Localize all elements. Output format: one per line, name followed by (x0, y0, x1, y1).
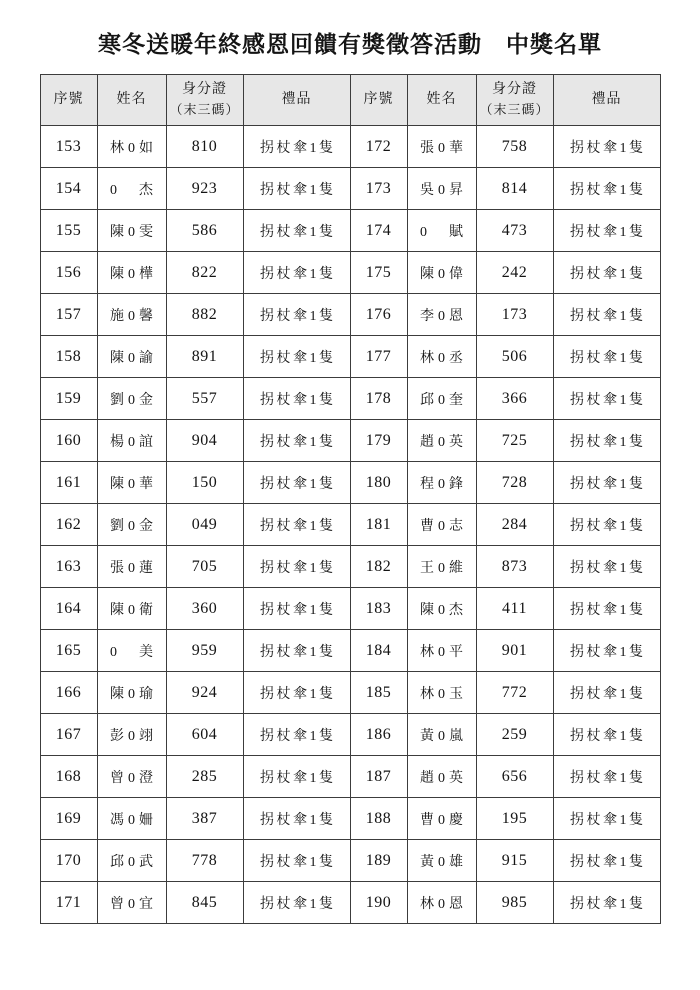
header-seq-right: 序號 (350, 75, 407, 126)
cell-seq: 156 (40, 252, 97, 294)
cell-name: 程0鋒 (407, 462, 476, 504)
cell-gift: 拐杖傘1隻 (243, 210, 350, 252)
table-row (40, 714, 660, 756)
cell-name: 張0蓮 (97, 546, 166, 588)
cell-seq: 185 (350, 672, 407, 714)
cell-seq: 163 (40, 546, 97, 588)
cell-gift: 拐杖傘1隻 (553, 588, 660, 630)
cell-gift: 拐杖傘1隻 (553, 420, 660, 462)
cell-id: 923 (166, 168, 243, 210)
cell-id: 284 (476, 504, 553, 546)
header-id-left-line2: （末三碼） (169, 101, 240, 117)
table-row (40, 756, 660, 798)
cell-id: 822 (166, 252, 243, 294)
cell-gift: 拐杖傘1隻 (553, 168, 660, 210)
cell-seq: 170 (40, 840, 97, 882)
cell-id: 901 (476, 630, 553, 672)
header-name-left: 姓名 (97, 75, 166, 126)
cell-seq: 153 (40, 126, 97, 168)
cell-name: 劉0金 (97, 504, 166, 546)
cell-id: 285 (166, 756, 243, 798)
cell-name: 0 杰 (97, 168, 166, 210)
table-row (40, 378, 660, 420)
cell-seq: 165 (40, 630, 97, 672)
cell-id: 150 (166, 462, 243, 504)
cell-seq: 155 (40, 210, 97, 252)
cell-id: 411 (476, 588, 553, 630)
cell-seq: 184 (350, 630, 407, 672)
cell-name: 曹0志 (407, 504, 476, 546)
cell-gift: 拐杖傘1隻 (243, 462, 350, 504)
cell-id: 366 (476, 378, 553, 420)
cell-seq: 179 (350, 420, 407, 462)
table-row (40, 420, 660, 462)
cell-id: 360 (166, 588, 243, 630)
cell-seq: 175 (350, 252, 407, 294)
cell-name: 陳0雯 (97, 210, 166, 252)
cell-id: 705 (166, 546, 243, 588)
cell-seq: 171 (40, 882, 97, 924)
table-row (40, 882, 660, 924)
cell-id: 810 (166, 126, 243, 168)
cell-id: 049 (166, 504, 243, 546)
cell-seq: 172 (350, 126, 407, 168)
cell-gift: 拐杖傘1隻 (243, 630, 350, 672)
cell-name: 王0維 (407, 546, 476, 588)
cell-id: 758 (476, 126, 553, 168)
cell-gift: 拐杖傘1隻 (243, 546, 350, 588)
cell-name: 馮0姍 (97, 798, 166, 840)
cell-gift: 拐杖傘1隻 (243, 294, 350, 336)
cell-gift: 拐杖傘1隻 (553, 630, 660, 672)
cell-name: 陳0瑜 (97, 672, 166, 714)
cell-gift: 拐杖傘1隻 (553, 252, 660, 294)
cell-name: 陳0華 (97, 462, 166, 504)
cell-name: 曾0澄 (97, 756, 166, 798)
cell-seq: 180 (350, 462, 407, 504)
cell-id: 473 (476, 210, 553, 252)
cell-name: 林0恩 (407, 882, 476, 924)
header-name-right: 姓名 (407, 75, 476, 126)
cell-seq: 159 (40, 378, 97, 420)
cell-gift: 拐杖傘1隻 (553, 714, 660, 756)
cell-id: 873 (476, 546, 553, 588)
table-row (40, 504, 660, 546)
cell-name: 趙0英 (407, 756, 476, 798)
cell-name: 張0華 (407, 126, 476, 168)
cell-gift: 拐杖傘1隻 (553, 462, 660, 504)
cell-seq: 182 (350, 546, 407, 588)
cell-seq: 157 (40, 294, 97, 336)
cell-id: 924 (166, 672, 243, 714)
cell-seq: 164 (40, 588, 97, 630)
cell-name: 邱0武 (97, 840, 166, 882)
cell-seq: 161 (40, 462, 97, 504)
table-row (40, 630, 660, 672)
cell-name: 林0平 (407, 630, 476, 672)
cell-name: 黃0嵐 (407, 714, 476, 756)
cell-gift: 拐杖傘1隻 (243, 336, 350, 378)
cell-gift: 拐杖傘1隻 (553, 840, 660, 882)
table-body (40, 126, 660, 924)
cell-seq: 188 (350, 798, 407, 840)
cell-seq: 189 (350, 840, 407, 882)
cell-name: 0 美 (97, 630, 166, 672)
cell-seq: 187 (350, 756, 407, 798)
cell-gift: 拐杖傘1隻 (553, 294, 660, 336)
cell-id: 904 (166, 420, 243, 462)
header-gift-left: 禮品 (243, 75, 350, 126)
table-row (40, 840, 660, 882)
cell-gift: 拐杖傘1隻 (553, 336, 660, 378)
cell-id: 882 (166, 294, 243, 336)
cell-seq: 178 (350, 378, 407, 420)
cell-name: 吳0昇 (407, 168, 476, 210)
table-row (40, 336, 660, 378)
winners-table (40, 74, 661, 924)
table-row (40, 126, 660, 168)
cell-id: 845 (166, 882, 243, 924)
header-id-right-line2: （末三碼） (479, 101, 550, 117)
cell-seq: 183 (350, 588, 407, 630)
cell-seq: 176 (350, 294, 407, 336)
cell-seq: 166 (40, 672, 97, 714)
cell-gift: 拐杖傘1隻 (553, 210, 660, 252)
cell-gift: 拐杖傘1隻 (243, 672, 350, 714)
cell-name: 彭0翊 (97, 714, 166, 756)
cell-gift: 拐杖傘1隻 (553, 798, 660, 840)
cell-seq: 190 (350, 882, 407, 924)
cell-name: 劉0金 (97, 378, 166, 420)
cell-seq: 158 (40, 336, 97, 378)
cell-gift: 拐杖傘1隻 (243, 126, 350, 168)
cell-id: 173 (476, 294, 553, 336)
cell-name: 林0如 (97, 126, 166, 168)
header-id-left-line1: 身分證 (182, 82, 227, 98)
header-gift-right: 禮品 (553, 75, 660, 126)
cell-name: 陳0樺 (97, 252, 166, 294)
table-row (40, 462, 660, 504)
cell-name: 李0恩 (407, 294, 476, 336)
table-row (40, 168, 660, 210)
cell-gift: 拐杖傘1隻 (243, 504, 350, 546)
header-id-right-line1: 身分證 (492, 82, 537, 98)
cell-name: 曾0宜 (97, 882, 166, 924)
cell-id: 557 (166, 378, 243, 420)
cell-name: 陳0杰 (407, 588, 476, 630)
page-title: 寒冬送暖年終感恩回饋有獎徵答活動 中獎名單 (98, 32, 602, 57)
table-row (40, 294, 660, 336)
cell-name: 趙0英 (407, 420, 476, 462)
cell-gift: 拐杖傘1隻 (553, 882, 660, 924)
header-id-right (476, 75, 553, 126)
cell-name: 林0玉 (407, 672, 476, 714)
cell-seq: 154 (40, 168, 97, 210)
cell-name: 陳0偉 (407, 252, 476, 294)
cell-seq: 174 (350, 210, 407, 252)
cell-gift: 拐杖傘1隻 (243, 714, 350, 756)
table-row (40, 588, 660, 630)
cell-gift: 拐杖傘1隻 (553, 126, 660, 168)
cell-name: 曹0慶 (407, 798, 476, 840)
cell-id: 506 (476, 336, 553, 378)
table-row (40, 672, 660, 714)
table-row (40, 546, 660, 588)
cell-id: 242 (476, 252, 553, 294)
cell-gift: 拐杖傘1隻 (243, 840, 350, 882)
cell-seq: 168 (40, 756, 97, 798)
header-seq-left: 序號 (40, 75, 97, 126)
cell-gift: 拐杖傘1隻 (243, 798, 350, 840)
cell-seq: 186 (350, 714, 407, 756)
cell-id: 387 (166, 798, 243, 840)
cell-gift: 拐杖傘1隻 (553, 672, 660, 714)
cell-seq: 173 (350, 168, 407, 210)
cell-name: 邱0奎 (407, 378, 476, 420)
cell-id: 656 (476, 756, 553, 798)
cell-gift: 拐杖傘1隻 (553, 378, 660, 420)
cell-id: 195 (476, 798, 553, 840)
cell-gift: 拐杖傘1隻 (553, 504, 660, 546)
cell-gift: 拐杖傘1隻 (553, 756, 660, 798)
cell-gift: 拐杖傘1隻 (243, 756, 350, 798)
cell-gift: 拐杖傘1隻 (243, 882, 350, 924)
cell-name: 林0丞 (407, 336, 476, 378)
cell-id: 725 (476, 420, 553, 462)
cell-gift: 拐杖傘1隻 (243, 378, 350, 420)
cell-name: 陳0衛 (97, 588, 166, 630)
cell-gift: 拐杖傘1隻 (243, 420, 350, 462)
cell-id: 259 (476, 714, 553, 756)
cell-name: 0 賦 (407, 210, 476, 252)
cell-id: 959 (166, 630, 243, 672)
cell-name: 黃0雄 (407, 840, 476, 882)
table-row (40, 798, 660, 840)
cell-seq: 177 (350, 336, 407, 378)
cell-id: 891 (166, 336, 243, 378)
table-row (40, 252, 660, 294)
cell-seq: 160 (40, 420, 97, 462)
cell-gift: 拐杖傘1隻 (243, 168, 350, 210)
cell-gift: 拐杖傘1隻 (243, 252, 350, 294)
cell-id: 915 (476, 840, 553, 882)
cell-id: 586 (166, 210, 243, 252)
cell-id: 604 (166, 714, 243, 756)
cell-id: 814 (476, 168, 553, 210)
table-header (40, 75, 660, 126)
cell-seq: 181 (350, 504, 407, 546)
table-row (40, 210, 660, 252)
header-row (40, 75, 660, 126)
cell-seq: 167 (40, 714, 97, 756)
cell-gift: 拐杖傘1隻 (243, 588, 350, 630)
cell-name: 楊0誼 (97, 420, 166, 462)
cell-gift: 拐杖傘1隻 (553, 546, 660, 588)
cell-seq: 169 (40, 798, 97, 840)
cell-id: 778 (166, 840, 243, 882)
cell-id: 772 (476, 672, 553, 714)
cell-name: 施0馨 (97, 294, 166, 336)
cell-id: 985 (476, 882, 553, 924)
header-id-left (166, 75, 243, 126)
cell-id: 728 (476, 462, 553, 504)
cell-seq: 162 (40, 504, 97, 546)
cell-name: 陳0諭 (97, 336, 166, 378)
